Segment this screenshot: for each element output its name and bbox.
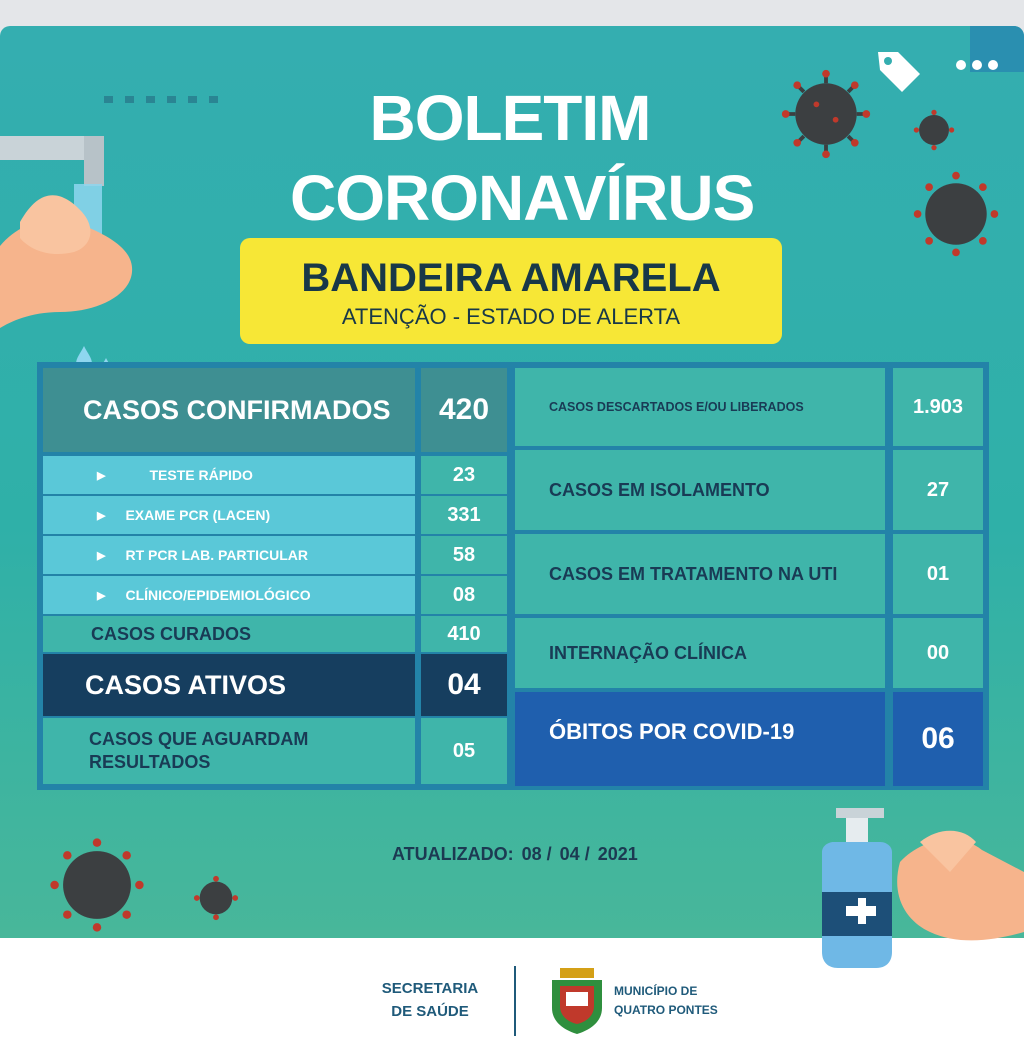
awaiting-label: CASOS QUE AGUARDAM RESULTADOS: [43, 718, 415, 784]
active-label: CASOS ATIVOS: [43, 654, 415, 716]
awaiting-value: 05: [421, 718, 507, 784]
post-card: [0, 26, 1024, 1053]
more-options-icon[interactable]: [956, 60, 998, 70]
health-department-label: SECRETARIA DE SAÚDE: [381, 980, 479, 1020]
deaths-label: ÓBITOS POR COVID-19: [515, 692, 885, 786]
sub-item-value: 331: [421, 496, 507, 534]
play-arrow-icon: ▶: [97, 509, 106, 522]
banner-subtitle: ATENÇÃO - ESTADO DE ALERTA: [341, 304, 681, 329]
cured-value: 410: [421, 616, 507, 652]
faucet-hands-illustration: [0, 126, 140, 336]
stats-table: [37, 362, 989, 790]
hospitalization-label: INTERNAÇÃO CLÍNICA: [515, 618, 885, 688]
sub-item-value: 23: [421, 456, 507, 494]
virus-illustration: [778, 66, 874, 162]
sub-item-row: ▶ TESTE RÁPIDO: [43, 456, 415, 494]
bulletin-poster: [0, 26, 1024, 938]
sub-item-row: ▶ EXAME PCR (LACEN): [43, 496, 415, 534]
active-value: 04: [421, 654, 507, 716]
discarded-label: CASOS DESCARTADOS E/OU LIBERADOS: [515, 368, 885, 446]
updated-date: ATUALIZADO: 08 / 04 / 2021: [392, 844, 638, 864]
flag-banner: [240, 238, 782, 344]
discarded-value: 1.903: [893, 368, 983, 446]
sub-item-value: 58: [421, 536, 507, 574]
isolation-value: 27: [893, 450, 983, 530]
virus-illustration: [44, 832, 150, 938]
tag-icon[interactable]: [874, 46, 924, 96]
virus-illustration: [908, 166, 1004, 262]
bulletin-title-line1: BOLETIM: [369, 82, 651, 154]
confirmed-value: 420: [421, 368, 507, 452]
play-arrow-icon: ▶: [97, 589, 106, 602]
municipality-label: MUNICÍPIO DE QUATRO PONTES: [614, 984, 718, 1018]
decorative-dots: [104, 96, 218, 103]
virus-illustration: [192, 874, 240, 922]
icu-label: CASOS EM TRATAMENTO NA UTI: [515, 534, 885, 614]
cured-label: CASOS CURADOS: [43, 616, 415, 652]
bulletin-title-line2: CORONAVÍRUS: [290, 162, 755, 234]
icu-value: 01: [893, 534, 983, 614]
sub-item-row: ▶ RT PCR LAB. PARTICULAR: [43, 536, 415, 574]
confirmed-label: CASOS CONFIRMADOS: [43, 368, 415, 452]
play-arrow-icon: ▶: [97, 469, 106, 482]
play-arrow-icon: ▶: [97, 549, 106, 562]
virus-illustration: [912, 108, 956, 152]
municipality-crest-icon: [546, 968, 608, 1034]
footer-divider: [514, 966, 516, 1036]
deaths-value: 06: [893, 692, 983, 786]
hand-sanitizer-illustration: [810, 802, 1024, 972]
banner-title: BANDEIRA AMARELA: [301, 256, 721, 300]
sub-item-row: ▶ CLÍNICO/EPIDEMIOLÓGICO: [43, 576, 415, 614]
hospitalization-value: 00: [893, 618, 983, 688]
isolation-label: CASOS EM ISOLAMENTO: [515, 450, 885, 530]
sub-item-value: 08: [421, 576, 507, 614]
